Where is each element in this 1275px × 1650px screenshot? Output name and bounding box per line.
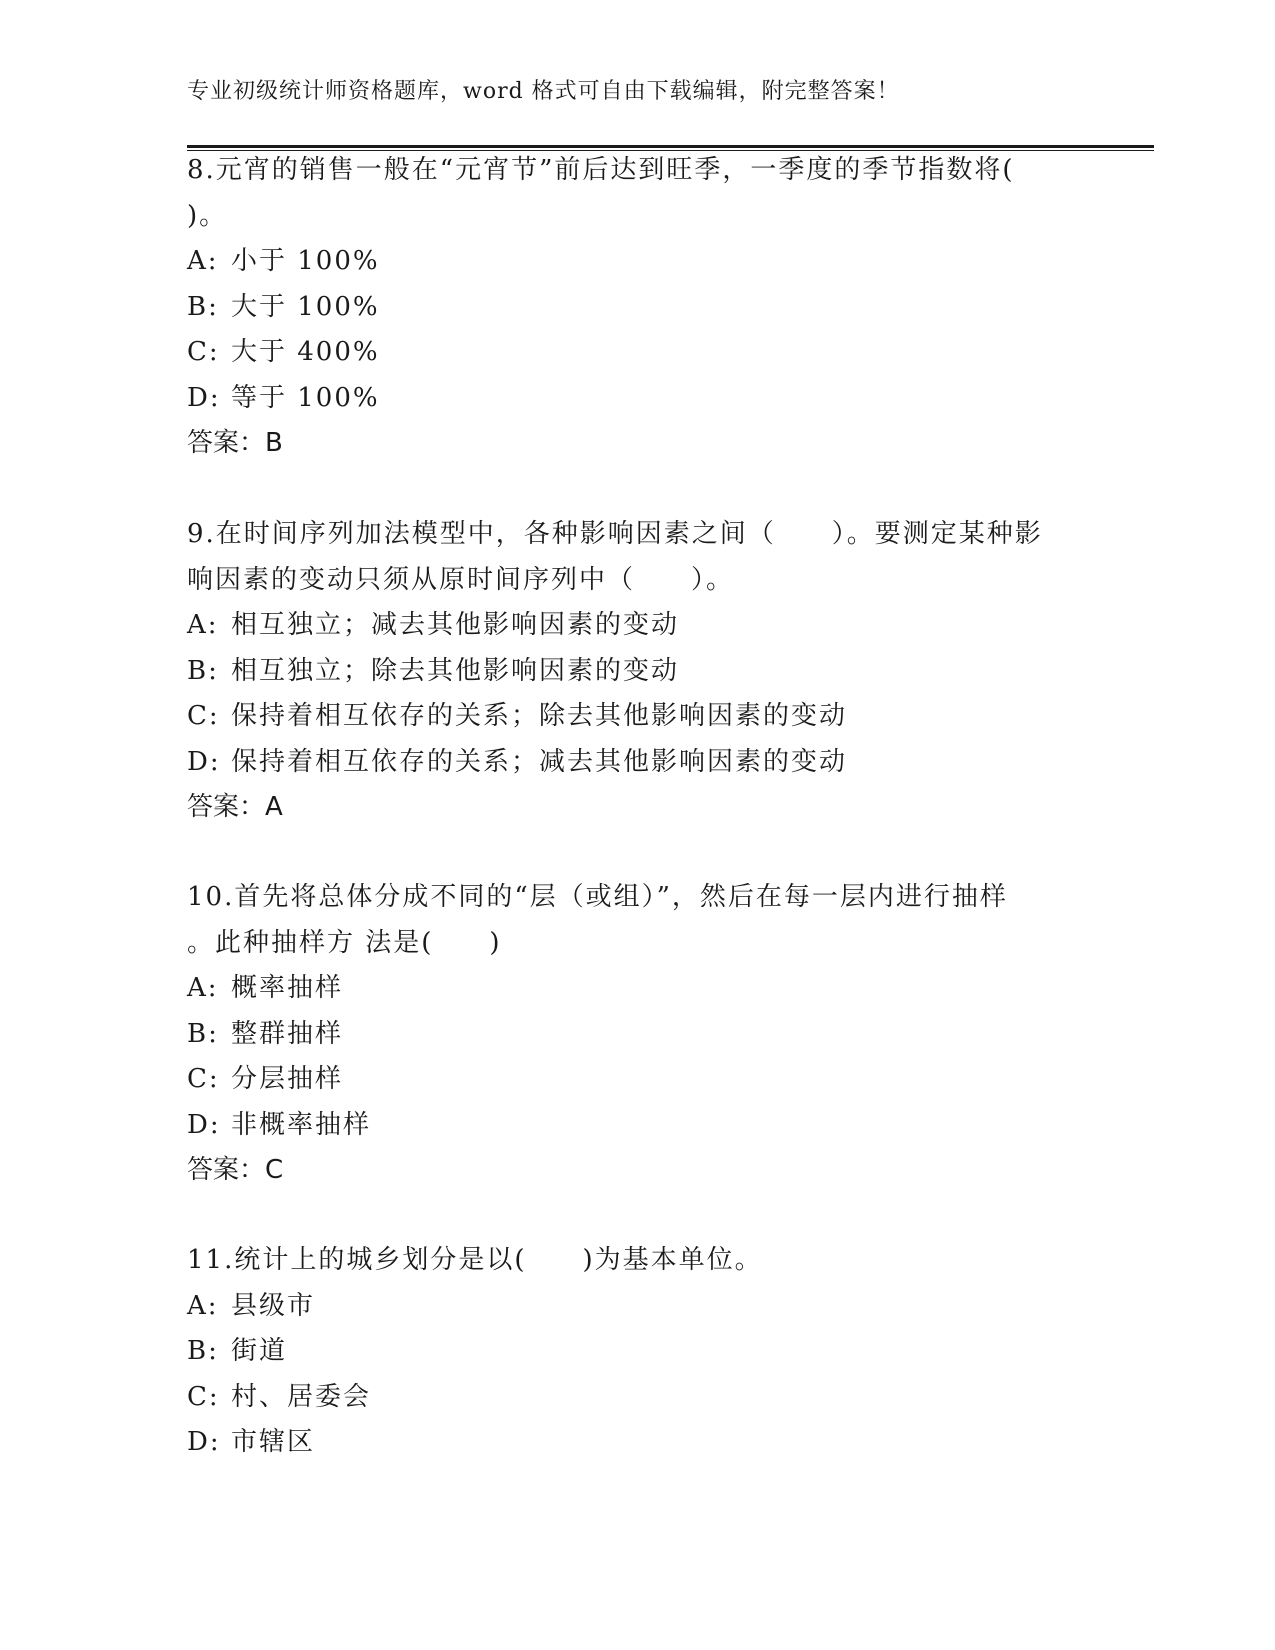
question-11 [187, 1238, 1087, 1466]
option-d [187, 1103, 1087, 1149]
option-text: 保持着相互依存的关系；除去其他影响因素的变动 [231, 701, 848, 731]
question-stem: 。此种抽样方 法是( ) [187, 927, 502, 958]
option-letter: D: [187, 1109, 221, 1140]
option-c [187, 1375, 1087, 1421]
option-b [187, 1012, 1087, 1058]
option-letter: D: [187, 746, 221, 777]
option-b [187, 285, 1087, 331]
option-text: 分层抽样 [231, 1064, 344, 1094]
option-letter: B: [187, 655, 219, 686]
option-text: 等于 100% [231, 382, 380, 413]
option-a [187, 966, 1087, 1012]
option-text: 街道 [231, 1336, 288, 1366]
option-b [187, 1329, 1087, 1375]
option-letter: B: [187, 1336, 219, 1366]
option-letter: D: [187, 1427, 221, 1457]
option-letter: D: [187, 382, 221, 413]
option-letter: C: [187, 337, 220, 367]
option-letter: A: [187, 1290, 219, 1321]
option-c [187, 694, 1087, 740]
option-d [187, 1420, 1087, 1466]
option-text: 大于 100% [231, 291, 380, 322]
option-letter: A: [187, 973, 219, 1003]
question-9 [187, 512, 1087, 831]
option-d [187, 376, 1087, 422]
question-stem: )。 [187, 200, 228, 231]
option-letter: B: [187, 291, 219, 322]
option-b [187, 649, 1087, 695]
question-stem: 响因素的变动只须从原时间序列中（ ）。 [187, 564, 735, 595]
question-8 [187, 148, 1087, 467]
option-text: 相互独立；减去其他影响因素的变动 [231, 610, 680, 640]
option-text: 整群抽样 [231, 1018, 344, 1049]
option-letter: B: [187, 1018, 219, 1049]
option-text: 大于 400% [231, 337, 380, 367]
question-10 [187, 875, 1087, 1194]
question-stem: 11.统计上的城乡划分是以( )为基本单位。 [187, 1245, 763, 1275]
option-text: 概率抽样 [231, 973, 344, 1003]
option-text: 小于 100% [231, 246, 380, 276]
option-a [187, 239, 1087, 285]
option-d [187, 740, 1087, 786]
option-letter: A: [187, 610, 219, 640]
answer-line: 答案：A [187, 792, 283, 822]
option-text: 市辖区 [231, 1427, 316, 1457]
option-letter: C: [187, 1064, 220, 1094]
question-stem: 8.元宵的销售一般在“元宵节”前后达到旺季，一季度的季节指数将( [187, 155, 1015, 185]
option-text: 县级市 [231, 1290, 316, 1321]
option-letter: C: [187, 701, 220, 731]
option-letter: C: [187, 1381, 220, 1412]
header-note: 专业初级统计师资格题库，word 格式可自由下载编辑，附完整答案！ [187, 79, 900, 104]
option-letter: A: [187, 246, 219, 276]
answer-line: 答案：B [187, 428, 283, 458]
option-a [187, 1284, 1087, 1330]
option-text: 非概率抽样 [231, 1109, 372, 1140]
option-text: 相互独立；除去其他影响因素的变动 [231, 655, 680, 686]
option-a [187, 603, 1087, 649]
question-stem: 9.在时间序列加法模型中，各种影响因素之间（ ）。要测定某种影 [187, 519, 1043, 549]
option-text: 村、居委会 [231, 1381, 372, 1412]
option-c [187, 1057, 1087, 1103]
option-c [187, 330, 1087, 376]
question-stem: 10.首先将总体分成不同的“层（或组）”，然后在每一层内进行抽样 [187, 882, 1008, 912]
answer-line: 答案：C [187, 1155, 284, 1185]
option-text: 保持着相互依存的关系；减去其他影响因素的变动 [231, 746, 848, 777]
